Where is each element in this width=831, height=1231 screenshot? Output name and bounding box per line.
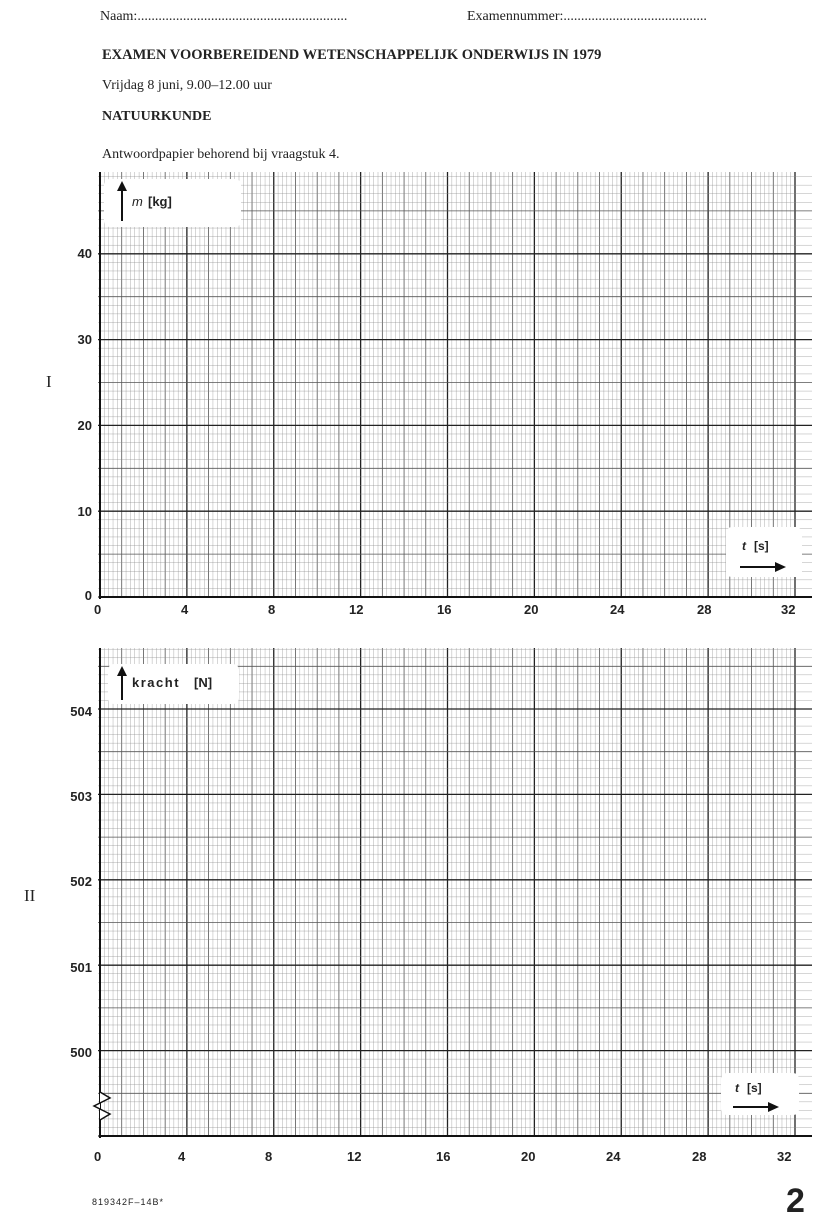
graph2-y-tick: 503 (70, 789, 92, 804)
graph1-y-unit: [kg] (148, 194, 172, 209)
axis-break-icon (94, 1092, 110, 1120)
graph2-y-tick: 501 (70, 960, 92, 975)
graph2-x-tick: 8 (265, 1149, 273, 1164)
graph2-x-tick: 4 (178, 1149, 186, 1164)
graph2-x-unit: [s] (747, 1081, 762, 1095)
graph2-roman-numeral: II (24, 886, 36, 905)
graph1-x-tick: 28 (697, 602, 712, 617)
arrow-right-icon (731, 1101, 781, 1113)
graph1-x-label-box (726, 527, 802, 577)
graph1-y-tick: 20 (77, 418, 92, 433)
arrow-right-icon (738, 561, 788, 573)
graph1-y-var: m (132, 194, 143, 209)
exam-date: Vrijdag 8 juni, 9.00–12.00 uur (102, 78, 272, 93)
instruction-text: Antwoordpapier behorend bij vraagstuk 4. (102, 147, 340, 162)
graph2-y-tick: 502 (70, 874, 92, 889)
graph1-y-tick: 30 (77, 332, 92, 347)
graph2-y-tick: 500 (70, 1045, 92, 1060)
graph2-x-tick: 0 (94, 1149, 102, 1164)
graph1-x-unit: [s] (754, 539, 769, 553)
graph2-x-label-box (721, 1073, 799, 1115)
arrow-up-icon (112, 179, 132, 227)
subject-title: NATUURKUNDE (102, 109, 212, 124)
exam-number-field-label: Examennummer:......................................... (467, 9, 707, 24)
graph1-roman-numeral: I (46, 372, 52, 391)
graph1-x-tick: 24 (610, 602, 625, 617)
graph1-y-tick: 10 (77, 504, 92, 519)
graph1-x-tick: 20 (524, 602, 539, 617)
graph1-x-tick: 8 (268, 602, 276, 617)
graph1-x-tick: 32 (781, 602, 796, 617)
exam-title: EXAMEN VOORBEREIDEND WETENSCHAPPELIJK ONDERWIJS IN 1979 (102, 47, 602, 63)
graph2-x-tick: 28 (692, 1149, 707, 1164)
graph2-x-tick: 32 (777, 1149, 792, 1164)
graph1-y-label-box (104, 179, 241, 227)
document-code: 819342F–14B* (92, 1197, 165, 1207)
name-field-label: Naam:............................................................ (100, 9, 348, 24)
graph2-y-var: kracht (132, 675, 181, 690)
graph2-x-var: t (735, 1081, 739, 1095)
graph1-y-tick: 40 (77, 246, 92, 261)
graph2-x-tick: 20 (521, 1149, 536, 1164)
graph2-y-tick: 504 (70, 704, 92, 719)
graph1-x-var: t (742, 539, 746, 553)
graph1-x-tick: 4 (181, 602, 189, 617)
graph2-x-tick: 16 (436, 1149, 451, 1164)
page-number: 2 (786, 1182, 805, 1220)
graph1-y-tick: 0 (84, 588, 92, 603)
arrow-up-icon (112, 664, 132, 704)
graph2-x-tick: 12 (347, 1149, 362, 1164)
graph1-x-tick: 12 (349, 602, 364, 617)
graph1-x-tick: 16 (437, 602, 452, 617)
graph2-y-label-box (108, 664, 239, 704)
graph2-x-tick: 24 (606, 1149, 621, 1164)
graph1-x-tick: 0 (94, 602, 102, 617)
graph2-y-unit: [N] (194, 675, 213, 690)
